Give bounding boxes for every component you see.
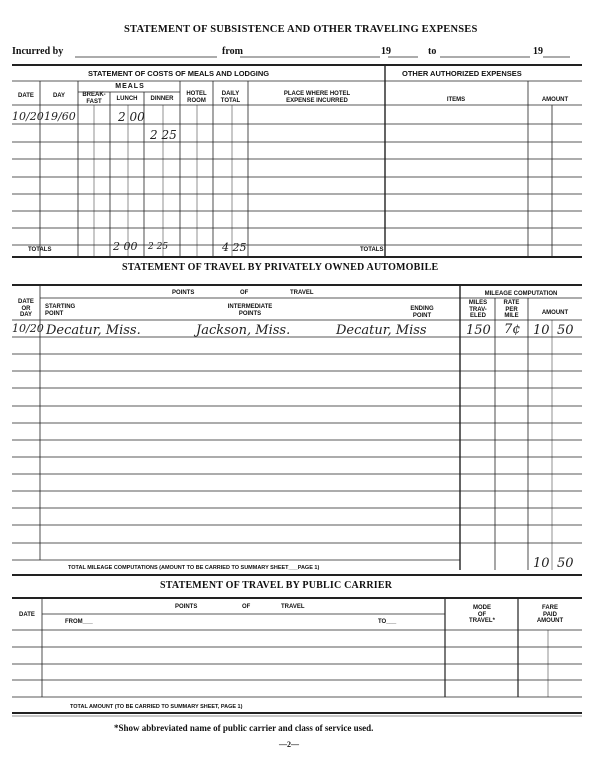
date-or-day-header: DATE OR DAY	[18, 299, 34, 318]
rate-per-mile-header: RATE PER MILE	[503, 300, 520, 319]
mileage-total-cents: 50	[557, 556, 574, 571]
from-label: from	[222, 46, 243, 57]
auto-section-title: STATEMENT OF TRAVEL BY PRIVATELY OWNED AUTOMOBILE	[122, 262, 439, 273]
mileage-total-label: TOTAL MILEAGE COMPUTATIONS (AMOUNT TO BE CARRIED TO SUMMARY SHEET___PAGE 1)	[68, 565, 320, 571]
points-header: POINTS	[172, 290, 195, 296]
year-label-1: 19	[381, 46, 391, 57]
auto-entry-start: Decatur, Miss.	[46, 323, 141, 338]
other-expenses-title: OTHER AUTHORIZED EXPENSES	[402, 69, 522, 78]
carrier-total-label: TOTAL AMOUNT (TO BE CARRIED TO SUMMARY SHEET, PAGE 1)	[70, 704, 243, 710]
meal-entry-date: 10/20	[12, 110, 44, 123]
meals-lodging-title: STATEMENT OF COSTS OF MEALS AND LODGING	[88, 69, 270, 78]
mileage-amount-header: AMOUNT	[541, 310, 569, 316]
totals-label: TOTALS	[28, 247, 52, 253]
fare-paid-header: FARE PAID AMOUNT	[536, 605, 564, 624]
lunch-header: LUNCH	[116, 96, 138, 102]
form-title: STATEMENT OF SUBSISTENCE AND OTHER TRAVELING EXPENSES	[124, 24, 478, 35]
carrier-points-header: POINTS	[175, 604, 198, 610]
auto-entry-end: Decatur, Miss	[336, 323, 427, 338]
intermediate-points-header: INTERMEDIATE POINTS	[227, 304, 273, 317]
mode-of-travel-header: MODE OF TRAVEL*	[469, 605, 495, 624]
breakfast-header: BREAK- FAST	[82, 92, 106, 105]
auto-entry-amount-dollars: 10	[533, 323, 550, 338]
hotel-room-header: HOTEL ROOM	[186, 91, 207, 104]
amount-header: AMOUNT	[541, 97, 569, 103]
total-dinner: 2 25	[148, 242, 169, 252]
to-label: to	[428, 46, 437, 57]
meal-entry-dinner: 2 25	[150, 128, 177, 142]
starting-point-header: STARTING POINT	[45, 304, 76, 317]
year-label-2: 19	[533, 46, 543, 57]
totals-right-label: TOTALS	[360, 247, 384, 253]
carrier-of-header: OF	[242, 604, 251, 610]
auto-entry-intermediate: Jackson, Miss.	[196, 323, 291, 338]
of-header: OF	[240, 290, 249, 296]
auto-entry-amount-cents: 50	[557, 323, 574, 338]
date-header: DATE	[18, 93, 34, 99]
travel-header: TRAVEL	[290, 290, 314, 296]
items-header: ITEMS	[446, 97, 466, 103]
daily-total-header: DAILY TOTAL	[220, 91, 241, 104]
meal-entry-lunch: 2 00	[118, 110, 145, 124]
carrier-travel-header: TRAVEL	[281, 604, 305, 610]
carrier-to-header: TO___	[378, 619, 397, 625]
dinner-header: DINNER	[150, 96, 174, 102]
auto-entry-rate: 7¢	[504, 322, 521, 337]
carrier-date-header: DATE	[19, 612, 35, 618]
meal-entry-day: 19/60	[44, 110, 76, 123]
day-header: DAY	[52, 93, 66, 99]
place-header: PLACE WHERE HOTEL EXPENSE INCURRED	[283, 91, 351, 104]
ending-point-header: ENDING POINT	[410, 306, 434, 319]
total-lunch: 2 00	[113, 240, 138, 253]
auto-entry-miles: 150	[466, 323, 491, 338]
meals-header: MEALS	[115, 83, 145, 90]
miles-traveled-header: MILES TRAV- ELED	[468, 300, 488, 319]
page-number: —2—	[279, 740, 299, 749]
mileage-computation-header: MILEAGE COMPUTATION	[484, 291, 558, 297]
total-daily: 4 25	[222, 241, 247, 254]
auto-entry-date: 10/20	[12, 322, 44, 335]
carrier-from-header: FROM___	[65, 619, 93, 625]
incurred-by-label: Incurred by	[12, 46, 64, 57]
mileage-total-dollars: 10	[533, 556, 550, 571]
footnote: *Show abbreviated name of public carrier and class of service used.	[114, 723, 374, 733]
carrier-section-title: STATEMENT OF TRAVEL BY PUBLIC CARRIER	[160, 580, 393, 591]
